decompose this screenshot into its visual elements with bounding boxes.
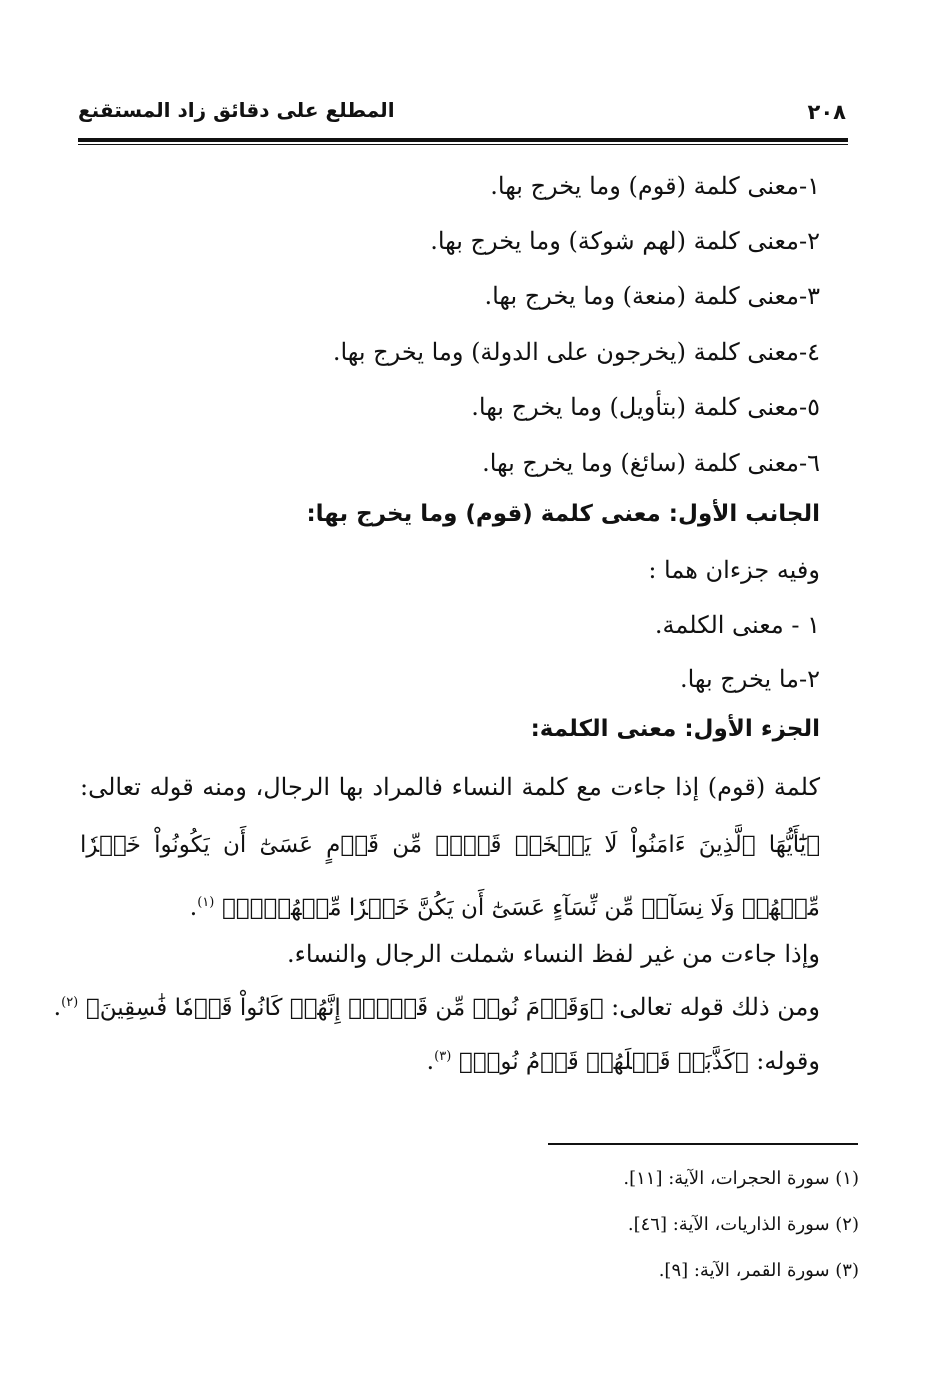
running-title: المطلع على دقائق زاد المستقنع [78, 98, 395, 122]
footnote-rule [548, 1143, 858, 1145]
paragraph-4 [426, 1047, 820, 1077]
page-number: ٢٠٨ [807, 100, 846, 124]
intro-line: وفيه جزءان هما : [648, 556, 820, 584]
footnote-ref-2: (٢) [61, 995, 79, 1010]
footnote-3: (٣) سورة القمر، الآية: [٩]. [658, 1260, 859, 1281]
paragraph-4-text: وقوله: [756, 1047, 820, 1075]
subsection-heading: الجزء الأول: معنى الكلمة: [530, 716, 820, 742]
section-heading: الجانب الأول: معنى كلمة (قوم) وما يخرج بها: [306, 501, 820, 527]
paragraph-1-end: . [189, 893, 198, 921]
page-header [78, 96, 848, 132]
footnote-ref-3: (٣) [434, 1049, 452, 1064]
paragraph-4-end: . [426, 1047, 435, 1075]
paragraph-3 [53, 993, 820, 1023]
list-item-1: ١-معنى كلمة (قوم) وما يخرج بها. [490, 172, 820, 200]
paragraph-3-end: . [53, 993, 62, 1021]
list-item-2: ٢-معنى كلمة (لهم شوكة) وما يخرج بها. [430, 227, 820, 255]
quran-verse-3: ﴿كَذَّبَتۡ قَبۡلَهُمۡ قَوۡمُ نُوحٖ﴾ [458, 1049, 749, 1075]
list-item-6: ٦-معنى كلمة (سائغ) وما يخرج بها. [482, 449, 820, 477]
list-item-5: ٥-معنى كلمة (بتأويل) وما يخرج بها. [471, 393, 820, 421]
footnote-ref-1: (١) [197, 895, 215, 910]
footnote-2: (٢) سورة الذاريات، الآية: [٤٦]. [627, 1214, 859, 1235]
paragraph-1 [80, 759, 820, 937]
part-item-2: ٢-ما يخرج بها. [679, 665, 820, 693]
list-item-3: ٣-معنى كلمة (منعة) وما يخرج بها. [484, 282, 820, 310]
quran-verse-1: ﴿يَٰٓأَيُّهَا ٱلَّذِينَ ءَامَنُواْ لَا يَسۡخَرۡ قَوۡمٞ مِّن قَوۡمٍ عَسَىٰٓ أَن يَكُونُواْ خَيۡرٗا مِّنۡهُمۡ وَلَا نِسَآءٞ مِّن نِّسَآءٍ عَسَىٰٓ أَن يَكُنَّ خَيۡرٗا مِّنۡهُنَّۖ﴾ [80, 832, 820, 921]
paragraph-2: وإذا جاءت من غير لفظ النساء شملت الرجال والنساء. [286, 940, 820, 968]
paragraph-3-text: ومن ذلك قوله تعالى: [611, 993, 820, 1021]
header-rule [78, 138, 848, 145]
quran-verse-2: ﴿وَقَوۡمَ نُوحٖ مِّن قَبۡلُۖ إِنَّهُمۡ كَانُواْ قَوۡمٗا فَٰسِقِينَ﴾ [85, 995, 604, 1021]
paragraph-1-text: كلمة (قوم) إذا جاءت مع كلمة النساء فالمراد بها الرجال، ومنه قوله تعالى: [80, 773, 820, 801]
footnote-1: (١) سورة الحجرات، الآية: [١١]. [623, 1168, 859, 1189]
list-item-4: ٤-معنى كلمة (يخرجون على الدولة) وما يخرج بها. [332, 338, 820, 366]
part-item-1: ١ - معنى الكلمة. [654, 611, 820, 639]
